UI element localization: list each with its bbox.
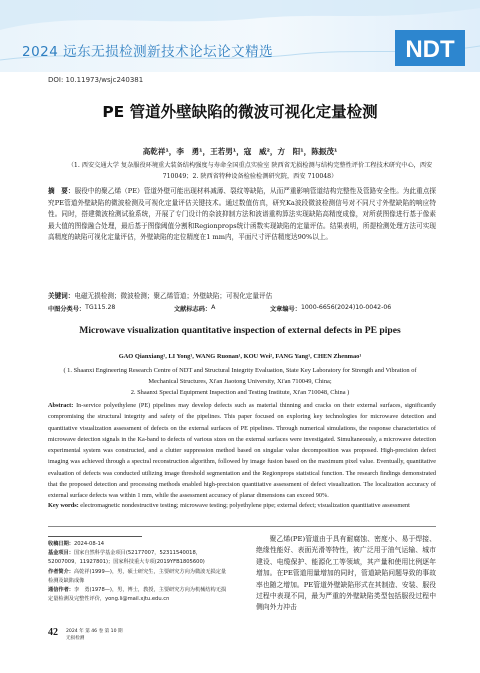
fund-value: 国家自然科学基金项目(52177007，52311540018，52007009，11927801)；国家科技重大专项(2019YFB1805600) — [48, 550, 205, 566]
article-no-label: 文章编号： — [270, 306, 301, 313]
chinese-affiliation: （1. 西安交通大学 复杂服役环境重大装备结构强度与寿命全国重点实验室 陕西省无损检测与结构完整性评价工程技术研究中心，西安 710049；2. 陕西省特种设备检验检测研究院，西安 710048） — [67, 162, 433, 180]
banner-title: 2024 远东无损检测新技术论坛论文精选 — [22, 44, 274, 60]
issue-text: 2024 年 第 46 卷 第 10 期 — [66, 629, 123, 634]
clc-label: 中图分类号： — [48, 306, 86, 313]
chinese-abstract-text: 服役中的聚乙烯（PE）管道外壁可能出现材料减薄、裂纹等缺陷，从而严重影响管道结构完整性及管路安全性。为此重点探究PE管道外壁缺陷的微波检测及可视化定量评估关键技术。通过数值仿真，研究Ka波段微波检测信号对不同尺寸外壁缺陷的响应特性。同时，搭建微波检测试验系统，开展了专门设计的杂波抑制方法和波谱重构算法实现缺陷高精度成像，对所获图像进行基于像素最大值的图像融合处理，最后基于图像阈值分割和Regionprops统计函数实现缺陷的定量评估。结果表明，所提检测处理方法可实现高精度的缺陷可视化定量评估，外壁缺陷的定位精度在1 mm内，平面尺寸评估精度达90%以上。 — [48, 187, 437, 242]
footnote-fund — [48, 549, 230, 567]
chinese-keywords-label: 关键词： — [48, 292, 75, 300]
english-affiliation-1: ( 1. Shaanxi Engineering Research Centre of NDT and Structural Integrity Evaluation, State Key Laboratory for Strength and Vibration of Mechanical Structures, Xi'an Jiaotong University, Xi'an 710049, China; — [63, 367, 417, 386]
received-value: 2024-08-14 — [73, 541, 105, 547]
footnote-author — [48, 568, 230, 586]
english-abstract-text: In-service polyethylene (PE) pipelines may develop defects such as material thinning and cracks on their external surfaces, significantly compromising the structural integrity and safety of the pipelines. This paper focused on exploring key technologies for microwave detection and quantitative visualization assessment of defects on the external surfaces of PE pipelines. Through numerical simulations, the response characteristics of microwave detection signals in the Ka-band to defects of various sizes on the external surfaces were investigated. Simultaneously, a microwave detection experimental system was constructed, and a clutter suppression method based on singular value decomposition was proposed. High-precision defect imaging was achieved through a spectral reconstruction algorithm, followed by image fusion based on the maximum pixel value. Eventually, quantitative evaluation of defects was conducted utilizing image threshold segmentation and the Regionprops statistical function. The research findings demonstrated that the proposed detection and processing methods enabled high-precision quantitative assessment of defect visualization. The localization accuracy of external surface defects was within 1 mm, while the assessment accuracy of planar dimensions can exceed 90%. — [48, 402, 436, 500]
logo-text: NDT — [405, 36, 455, 63]
author-bio-label: 作者简介： — [48, 568, 74, 575]
doc-code-value: A — [211, 304, 216, 311]
article-no-value: 1000-6656(2024)10-0042-06 — [300, 304, 392, 311]
english-keywords-text: electromagnetic nondestructive testing; microwave testing; polyethylene pipe; external defect; visualization quantitative assessment — [80, 502, 410, 509]
clc-value: TG115.28 — [85, 304, 116, 311]
journal-name: 无损检测 — [66, 636, 85, 641]
corresponding-value: 李 勇(1978—)，男，博士，教授，主要研究方向为机械结构无损定量检测及完整性评价，yong.li@mail.xjtu.edu.cn — [48, 587, 227, 603]
ndt-logo — [395, 30, 465, 66]
body-paragraph: 聚乙烯(PE)管道由于具有耐腐蚀、密度小、易于焊接、绝缘性能好、表面光滑等特性，被广泛用于油气运输、城市建设、电缆保护、能源化工等领域，其产量和使用比例逐年增加。在PE管道用量增加的同时，管道缺陷问题导致的事故率也随之增加。PE管道外壁缺陷形式在其制造、安装、服役过程中表现不同，最为严重的外壁缺陷类型包括服役过程中侧向外力冲击 — [256, 535, 436, 612]
chinese-abstract-label: 摘 要： — [48, 187, 75, 195]
english-authors: GAO Qianxiang¹, LI Yong¹, WANG Ruonan¹, KOU Wei², FANG Yang¹, CHEN Zhenmao¹ — [118, 353, 362, 360]
doc-code-label: 文献标志码： — [174, 306, 212, 313]
english-keywords-label: Key words: — [48, 502, 79, 509]
chinese-keywords — [48, 291, 436, 301]
section-divider — [48, 526, 436, 527]
footnotes — [48, 540, 230, 604]
english-title: Microwave visualization quantitative inspection of external defects in PE pipes — [79, 325, 401, 336]
english-keywords — [48, 501, 436, 511]
corresponding-label: 通信作者： — [48, 587, 74, 594]
issue-info — [66, 628, 123, 642]
footnote-divider — [48, 536, 142, 537]
english-affiliation-2: 2. Shaanxi Special Equipment Inspection and Testing Institute, Xi'an 710048, China ) — [130, 389, 350, 397]
chinese-keywords-text: 电磁无损检测；微波检测；聚乙烯管道；外壁缺陷；可视化定量评估 — [74, 292, 273, 300]
received-label: 收稿日期： — [48, 541, 74, 547]
chinese-title: PE 管道外壁缺陷的微波可视化定量检测 — [102, 103, 378, 121]
footnote-corresponding — [48, 586, 230, 604]
journal-banner — [0, 0, 480, 72]
fund-label: 基金项目： — [48, 550, 74, 557]
doi: DOI: 10.11973/wsjc240381 — [48, 76, 144, 84]
english-affiliation — [50, 365, 430, 399]
english-abstract — [48, 400, 436, 502]
chinese-authors: 高乾祥¹，李 勇¹，王若男¹，寇 威²，方 阳¹，陈振茂¹ — [142, 147, 338, 156]
footnote-received — [48, 540, 230, 549]
english-abstract-label: Abstract: — [48, 402, 74, 409]
author-bio-value: 高乾祥(1999—)，男，硕士研究生，主要研究方向为微波无损定量检测及缺陷成像 — [48, 568, 227, 584]
chinese-abstract — [48, 186, 436, 244]
page-number: 42 — [48, 627, 58, 638]
